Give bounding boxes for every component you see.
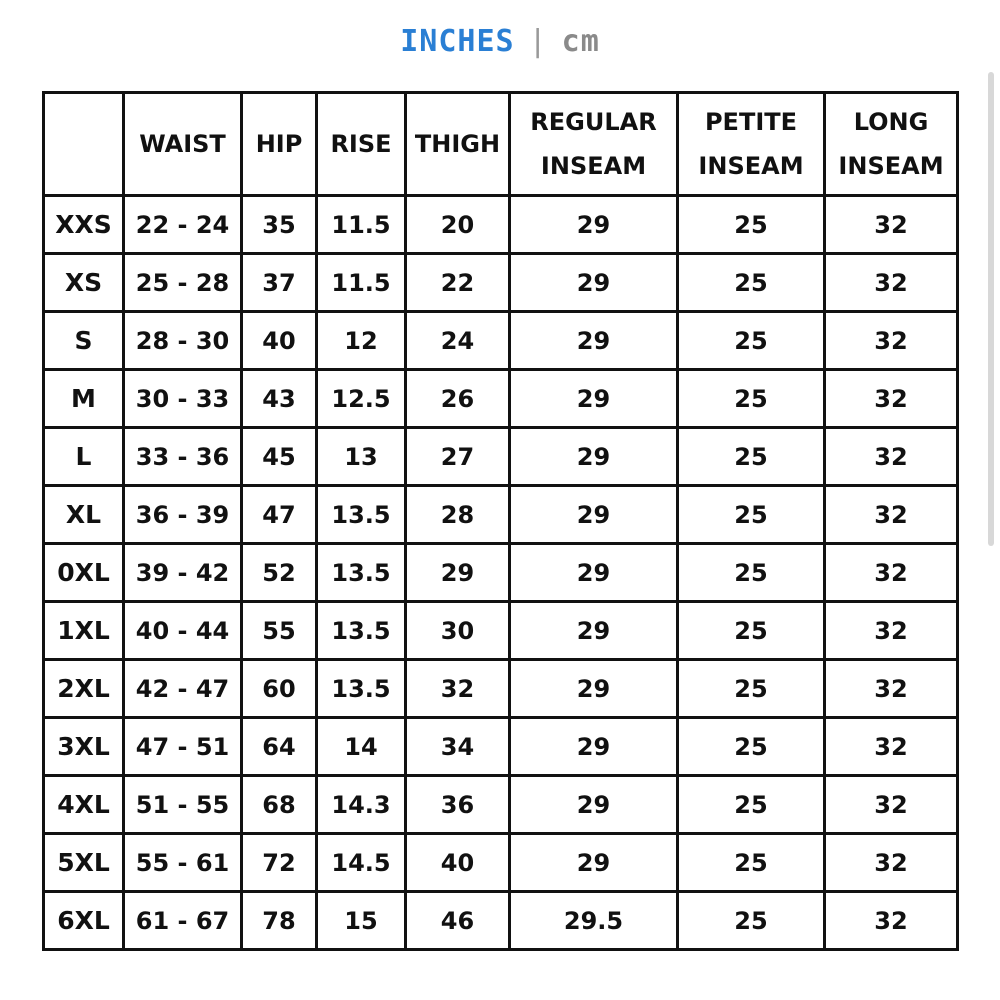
petite-inseam-cell: 25 [678,892,825,950]
table-body [44,196,958,950]
petite-inseam-cell: 25 [678,660,825,718]
header-regular-inseam [510,93,678,196]
size-cell: 2XL [44,660,124,718]
rise-cell: 12 [317,312,406,370]
table-row [44,776,958,834]
hip-cell: 45 [242,428,317,486]
regular-inseam-cell: 29 [510,254,678,312]
header-label-line: INSEAM [838,152,944,180]
rise-cell: 13.5 [317,602,406,660]
hip-cell: 72 [242,834,317,892]
petite-inseam-cell: 25 [678,254,825,312]
rise-cell: 11.5 [317,254,406,312]
rise-cell: 11.5 [317,196,406,254]
waist-cell: 42 - 47 [124,660,242,718]
long-inseam-cell: 32 [825,486,958,544]
size-cell: 6XL [44,892,124,950]
size-cell: XS [44,254,124,312]
regular-inseam-cell: 29 [510,428,678,486]
table-row [44,370,958,428]
header-label-line: RISE [330,130,392,158]
hip-cell: 35 [242,196,317,254]
unit-toggle [0,22,1000,62]
petite-inseam-cell: 25 [678,834,825,892]
header-label-line: HIP [255,130,303,158]
rise-cell: 13 [317,428,406,486]
header-label-line: REGULAR [530,108,657,136]
rise-cell: 12.5 [317,370,406,428]
long-inseam-cell: 32 [825,892,958,950]
long-inseam-cell: 32 [825,544,958,602]
table-row [44,544,958,602]
rise-cell: 13.5 [317,544,406,602]
waist-cell: 51 - 55 [124,776,242,834]
long-inseam-cell: 32 [825,834,958,892]
thigh-cell: 24 [406,312,510,370]
rise-cell: 14 [317,718,406,776]
hip-cell: 68 [242,776,317,834]
size-cell: XL [44,486,124,544]
waist-cell: 36 - 39 [124,486,242,544]
size-cell: 3XL [44,718,124,776]
header-long-inseam [825,93,958,196]
waist-cell: 55 - 61 [124,834,242,892]
table-row [44,196,958,254]
table-row [44,892,958,950]
size-cell: XXS [44,196,124,254]
thigh-cell: 46 [406,892,510,950]
table-row [44,312,958,370]
table-row [44,660,958,718]
long-inseam-cell: 32 [825,776,958,834]
hip-cell: 60 [242,660,317,718]
regular-inseam-cell: 29.5 [510,892,678,950]
header-label-line: THIGH [414,130,501,158]
regular-inseam-cell: 29 [510,834,678,892]
thigh-cell: 29 [406,544,510,602]
header-hip [242,93,317,196]
waist-cell: 28 - 30 [124,312,242,370]
size-cell: L [44,428,124,486]
hip-cell: 64 [242,718,317,776]
regular-inseam-cell: 29 [510,602,678,660]
hip-cell: 40 [242,312,317,370]
size-cell: 1XL [44,602,124,660]
thigh-cell: 26 [406,370,510,428]
regular-inseam-cell: 29 [510,544,678,602]
thigh-cell: 28 [406,486,510,544]
size-cell: M [44,370,124,428]
petite-inseam-cell: 25 [678,196,825,254]
scrollbar[interactable] [988,72,994,546]
petite-inseam-cell: 25 [678,718,825,776]
table-row [44,254,958,312]
unit-separator: | [528,24,548,59]
long-inseam-cell: 32 [825,196,958,254]
rise-cell: 13.5 [317,660,406,718]
header-label-line: PETITE [704,108,798,136]
petite-inseam-cell: 25 [678,544,825,602]
table-row [44,602,958,660]
waist-cell: 40 - 44 [124,602,242,660]
waist-cell: 25 - 28 [124,254,242,312]
petite-inseam-cell: 25 [678,370,825,428]
table-row [44,834,958,892]
hip-cell: 37 [242,254,317,312]
rise-cell: 14.5 [317,834,406,892]
long-inseam-cell: 32 [825,718,958,776]
header-waist [124,93,242,196]
hip-cell: 47 [242,486,317,544]
long-inseam-cell: 32 [825,602,958,660]
petite-inseam-cell: 25 [678,486,825,544]
header-thigh [406,93,510,196]
waist-cell: 30 - 33 [124,370,242,428]
petite-inseam-cell: 25 [678,602,825,660]
table-row [44,428,958,486]
rise-cell: 13.5 [317,486,406,544]
header-petite-inseam [678,93,825,196]
hip-cell: 52 [242,544,317,602]
size-cell: S [44,312,124,370]
rise-cell: 15 [317,892,406,950]
thigh-cell: 40 [406,834,510,892]
waist-cell: 39 - 42 [124,544,242,602]
regular-inseam-cell: 29 [510,660,678,718]
table-header-row [44,93,958,196]
petite-inseam-cell: 25 [678,312,825,370]
header-size [44,93,124,196]
header-label-line: INSEAM [698,152,804,180]
long-inseam-cell: 32 [825,254,958,312]
regular-inseam-cell: 29 [510,312,678,370]
size-cell: 0XL [44,544,124,602]
regular-inseam-cell: 29 [510,486,678,544]
unit-cm-tab[interactable]: cm [561,24,600,59]
header-label-line: WAIST [139,130,226,158]
header-label-line: LONG [853,108,929,136]
regular-inseam-cell: 29 [510,776,678,834]
header-rise [317,93,406,196]
regular-inseam-cell: 29 [510,370,678,428]
thigh-cell: 30 [406,602,510,660]
petite-inseam-cell: 25 [678,776,825,834]
regular-inseam-cell: 29 [510,196,678,254]
thigh-cell: 36 [406,776,510,834]
hip-cell: 43 [242,370,317,428]
waist-cell: 33 - 36 [124,428,242,486]
long-inseam-cell: 32 [825,428,958,486]
rise-cell: 14.3 [317,776,406,834]
waist-cell: 61 - 67 [124,892,242,950]
waist-cell: 47 - 51 [124,718,242,776]
size-chart-table [42,91,959,951]
thigh-cell: 22 [406,254,510,312]
thigh-cell: 27 [406,428,510,486]
header-label-line: INSEAM [540,152,647,180]
long-inseam-cell: 32 [825,370,958,428]
long-inseam-cell: 32 [825,660,958,718]
size-cell: 5XL [44,834,124,892]
thigh-cell: 32 [406,660,510,718]
thigh-cell: 34 [406,718,510,776]
table-row [44,486,958,544]
thigh-cell: 20 [406,196,510,254]
unit-inches-tab[interactable]: INCHES [400,24,515,59]
petite-inseam-cell: 25 [678,428,825,486]
waist-cell: 22 - 24 [124,196,242,254]
size-cell: 4XL [44,776,124,834]
long-inseam-cell: 32 [825,312,958,370]
table-row [44,718,958,776]
hip-cell: 78 [242,892,317,950]
hip-cell: 55 [242,602,317,660]
regular-inseam-cell: 29 [510,718,678,776]
